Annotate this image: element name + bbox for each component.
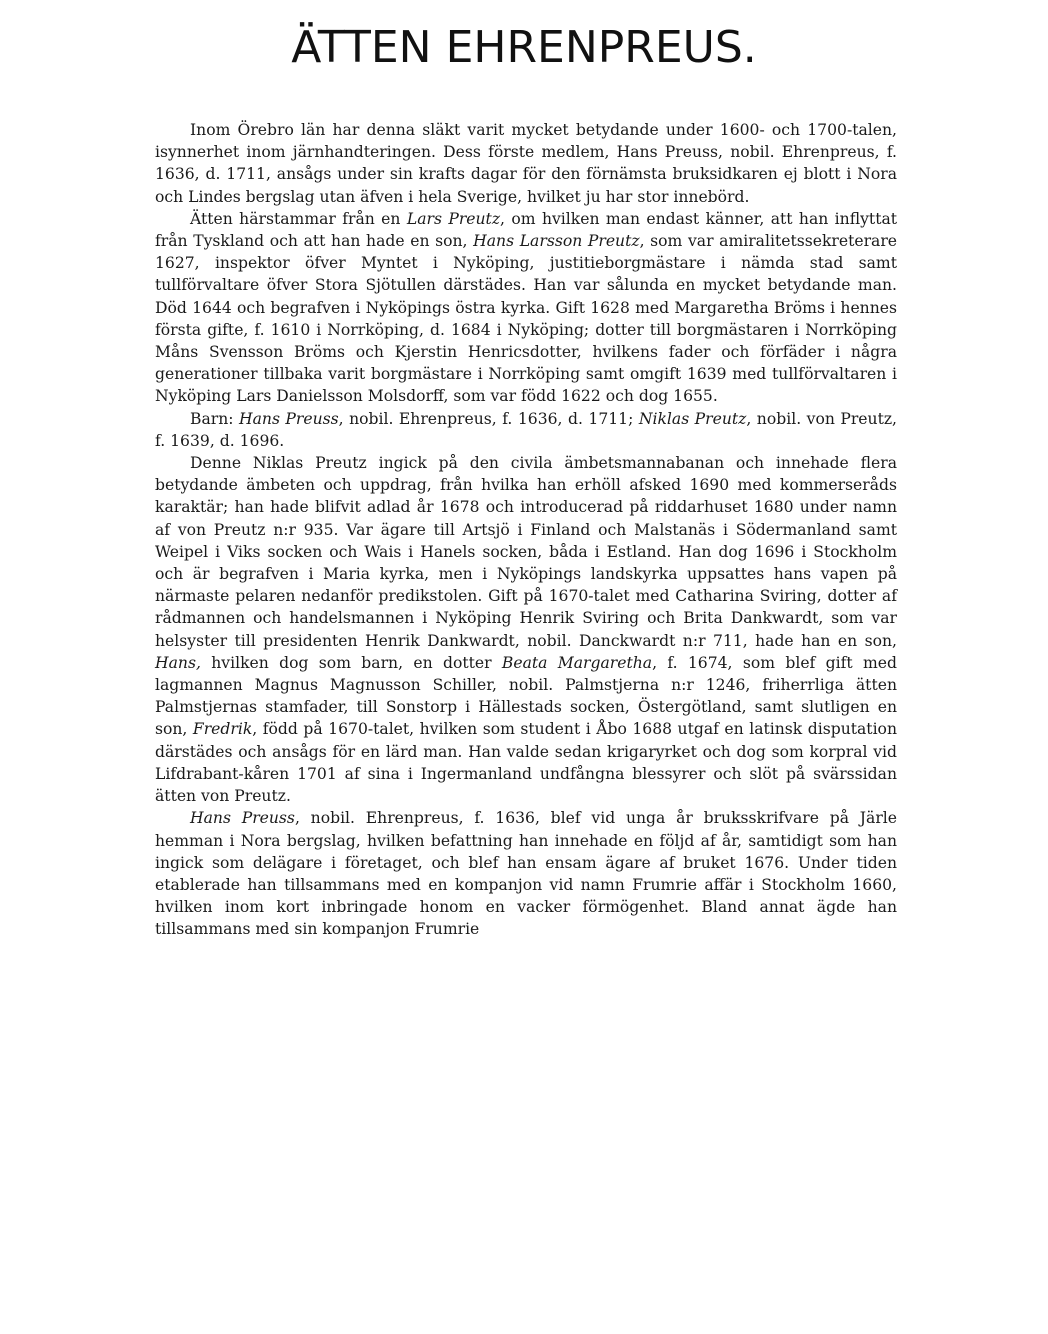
text-run: hvilken dog som barn, en dotter bbox=[200, 653, 502, 672]
text-run: , som var amiralitetssekreterare 1627, inspektor öfver Myntet i Nyköping, justitieborgmästare i nämda stad samt tullförvaltare öfver Stora Sjötullen därstädes. Han var sålunda en mycket betydande man. Död 1644 och begrafven i Nyköpings östra kyrka. Gift 1628 med Margaretha Bröms i hennes första gifte, f. 1610 i Norrköping, d. 1684 i Nyköping; dotter till borgmästaren i Norrköping Måns Svensson Bröms och Kjerstin Henricsdotter, hvilkens fader och förfäder i några generationer tillbaka varit borgmästare i Norrköping samt omgift 1639 med tullförvaltaren i Nyköping Lars Danielsson Molsdorff, som var född 1622 och dog 1655. bbox=[155, 232, 897, 406]
italic-name: Niklas Preutz bbox=[638, 409, 747, 428]
text-run: , f. 1674, som blef gift med lagmannen Magnus Magnusson Schiller, nobil. Palmstjerna n:r 1246, friherrliga ätten Palmstjernas stamfader, till Sonstorp i Hällestads socken, Östergötland, samt slutligen en son, bbox=[155, 653, 897, 739]
text-run: Ätten härstammar från en bbox=[190, 209, 407, 228]
text-run: , född på 1670-talet, hvilken som student i Åbo 1688 utgaf en latinsk disputation därstädes och ansågs för en lärd man. Han valde sedan krigaryrket och dog som korpral vid Lifdrabant-kåren 1701 af sina i Ingermanland undfångna blessyrer och slöt på svärssidan ätten von Preutz. bbox=[155, 720, 897, 806]
italic-name: Beata Margaretha bbox=[501, 653, 653, 672]
paragraph bbox=[155, 119, 897, 208]
italic-name: Hans Preuss bbox=[190, 809, 295, 828]
italic-name: Fredrik bbox=[192, 720, 253, 739]
italic-name: Hans Preuss bbox=[239, 409, 339, 428]
text-run: , om hvilken man endast känner, att han inflyttat från Tyskland och att han hade en son, bbox=[155, 209, 898, 251]
text-run: , nobil. Ehrenpreus, f. 1636, blef vid unga år bruksskrifvare på Järle hemman i Nora bergslag, hvilken befattning han innehade en följd af år, samtidigt som han ingick som delägare i företaget, och blef han ensam ägare af bruket 1676. Under tiden etablerade han tillsammans med en kompanjon vid namn Frumrie affär i Stockholm 1660, hvilken inom kort inbringade honom en vacker förmögenhet. Bland annat ägde han tillsammans med sin kompanjon Frumrie bbox=[155, 809, 897, 939]
paragraph bbox=[155, 807, 897, 940]
text-run: Denne Niklas Preutz ingick på den civila ämbetsmannabanan och innehade flera betydande ämbeten och uppdrag, från hvilka han erhöll afsked 1690 med kommerseråds karaktär; han hade blifvit adlad år 1678 och introducerad på riddarhuset 1680 under namn af von Preutz n:r 935. Var ägare till Artsjö i Finland och Malstanäs i Södermanland samt Weipel i Viks socken och Wais i Hanels socken, båda i Estland. Han dog 1696 i Stockholm och är begrafven i Maria kyrka, men i Nyköpings landskyrka uppsattes hans vapen på närmaste pelaren nedanför predikstolen. Gift på 1670-talet med Catharina Sviring, dotter af rådmannen och handelsmannen i Nyköping Henrik Sviring och Brita Dankwardt, som var helsyster till presidenten Henrik Dankwardt, nobil. Danckwardt n:r 711, hade han en son, bbox=[155, 454, 897, 650]
paragraph bbox=[155, 408, 897, 452]
body-text bbox=[155, 119, 897, 941]
text-run: , nobil. von Preutz, f. 1639, d. 1696. bbox=[155, 409, 898, 450]
italic-name: Lars Preutz bbox=[406, 209, 501, 228]
italic-name: Hans, bbox=[155, 653, 201, 672]
page-title: ÄTTEN EHRENPREUS. bbox=[291, 22, 757, 73]
paragraph bbox=[155, 208, 897, 408]
text-run: Inom Örebro län har denna släkt varit mycket betydande under 1600- och 1700-talen, isynnerhet inom järnhandteringen. Dess förste medlem, Hans Preuss, nobil. Ehrenpreus, f. 1636, d. 1711, ansågs under sin krafts dagar för den förnämsta bruksidkaren ej blott i Nora och Lindes bergslag utan äfven i hela Sverige, hvilket ju har stor innebörd. bbox=[155, 121, 897, 206]
text-run: , nobil. Ehrenpreus, f. 1636, d. 1711; bbox=[338, 409, 639, 428]
paragraph bbox=[155, 452, 897, 807]
text-run: Barn: bbox=[190, 409, 239, 428]
italic-name: Hans Larsson Preutz bbox=[473, 232, 640, 251]
